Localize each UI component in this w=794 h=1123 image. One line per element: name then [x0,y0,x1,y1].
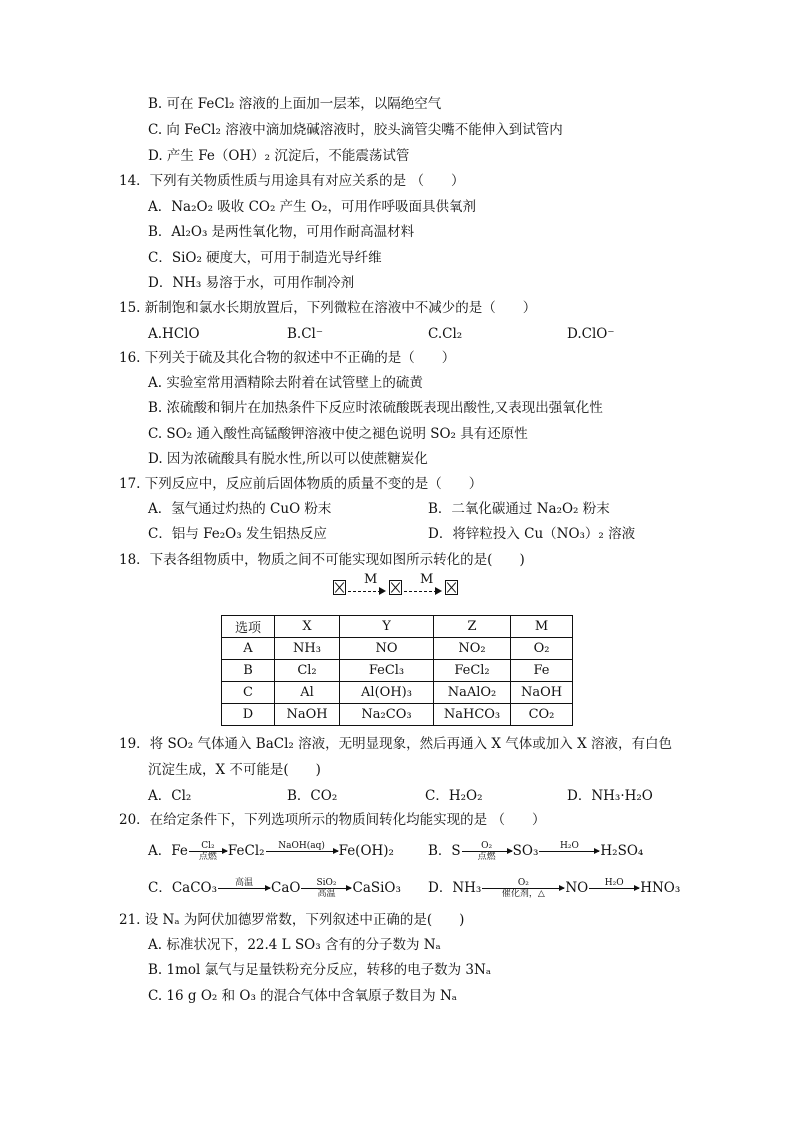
species: CaSiO₃ [352,880,401,896]
q20-option-a [148,836,394,866]
species: CaCO₃ [171,880,218,896]
x-box-icon [333,580,346,595]
species: HNO₃ [640,880,681,896]
table-cell: NO [340,638,434,660]
reaction-arrow [462,841,512,862]
reaction-arrow [301,878,351,899]
table-cell: CO₂ [511,704,573,726]
arrow-icon [435,587,442,595]
q21-stem: 21. 设 Nₐ 为阿伏加德罗常数，下列叙述中正确的是( ) [119,912,465,928]
arrow-icon [379,587,386,595]
arrow-top-label: 高温 [235,878,254,888]
q19-stem-cont: 沉淀生成，X 不可能是( ) [148,762,321,778]
arrow-top-label: O₂ [481,841,493,851]
q17-option-d: D．将锌粒投入 Cu（NO₃）₂ 溶液 [428,526,636,542]
q13-option-d: D. 产生 Fe（OH）₂ 沉淀后，不能震荡试管 [148,148,410,164]
q16-option-b: B. 浓硫酸和铜片在加热条件下反应时浓硫酸既表现出酸性,又表现出强氧化性 [148,400,603,416]
table-row [222,704,573,726]
q20-stem: 20．在给定条件下，下列选项所示的物质间转化均能实现的是 （ ） [119,812,546,828]
q15-stem: 15. 新制饱和氯水长期放置后，下列微粒在溶液中不减少的是（ ） [119,300,537,316]
q19-stem: 19．将 SO₂ 气体通入 BaCl₂ 溶液，无明显现象，然后再通入 X 气体或加入 X 溶液，有白色 [119,736,672,752]
q16-option-c: C. SO₂ 通入酸性高锰酸钾溶液中使之褪色说明 SO₂ 具有还原性 [148,426,528,442]
table-cell: FeCl₂ [434,660,511,682]
reaction-arrow [539,841,599,862]
table-cell: NaOH [511,682,573,704]
m-label: M [364,572,378,587]
m-label: M [420,572,434,587]
q14-option-c: C．SiO₂ 硬度大，可用于制造光导纤维 [148,250,382,266]
z-box-icon [445,580,458,595]
table-cell: FeCl₃ [340,660,434,682]
species: NH₃ [452,880,482,896]
q14-option-b: B．Al₂O₃ 是两性氧化物，可用作耐高温材料 [148,224,415,240]
table-header: Z [434,616,511,638]
q17-option-a: A．氢气通过灼热的 CuO 粉末 [148,501,332,517]
q21-option-a: A. 标准状况下，22.4 L SO₃ 含有的分子数为 Nₐ [148,937,441,953]
table-row [222,660,573,682]
q14-option-d: D．NH₃ 易溶于水，可用作制冷剂 [148,275,355,291]
q19-option-c: C．H₂O₂ [425,788,483,804]
table-cell: NH₃ [275,638,340,660]
q15-option-b: B.Cl⁻ [287,326,323,342]
q17-option-c: C．铝与 Fe₂O₃ 发生铝热反应 [148,526,327,542]
table-cell: Cl₂ [275,660,340,682]
table-row [222,638,573,660]
q19-option-a: A．Cl₂ [148,788,192,804]
species: Fe [171,843,188,859]
arrow-bottom-label: 高温 [317,889,336,899]
q16-option-d: D. 因为浓硫酸具有脱水性,所以可以使蔗糖炭化 [148,451,428,467]
arrow-bottom-label: 点燃 [477,852,496,862]
arrow-top-label: NaOH(aq) [278,841,325,851]
reaction-arrow [218,878,270,899]
q18-conversion-diagram [333,572,458,598]
reaction-arrow [266,841,338,862]
option-label: C． [148,880,172,896]
arrow-top-label: O₂ [517,878,529,888]
table-header: X [275,616,340,638]
arrow-bottom-label: 催化剂，△ [501,889,545,899]
q20-option-d [428,873,680,903]
reaction-arrow [589,878,639,899]
table-header: Y [340,616,434,638]
species: H₂SO₄ [600,843,644,859]
table-cell: Na₂CO₃ [340,704,434,726]
table-cell: NO₂ [434,638,511,660]
table-cell: NaAlO₂ [434,682,511,704]
q18-stem: 18．下表各组物质中，物质之间不可能实现如图所示转化的是( ) [119,552,525,568]
table-header: M [511,616,573,638]
option-label: A． [148,843,172,859]
species: S [451,843,461,859]
species: Fe(OH)₂ [338,843,394,859]
table-header: 选项 [222,616,275,638]
table-cell: A [222,638,275,660]
q13-option-b: B. 可在 FeCl₂ 溶液的上面加一层苯，以隔绝空气 [148,96,442,112]
table-row [222,682,573,704]
table-cell: D [222,704,275,726]
q15-option-c: C.Cl₂ [428,326,463,342]
species: CaO [271,880,301,896]
arrow-bottom-label: 点燃 [198,852,217,862]
q15-option-d: D.ClO⁻ [567,326,615,342]
q21-option-c: C. 16 g O₂ 和 O₃ 的混合气体中含氧原子数目为 Nₐ [148,988,457,1004]
q16-stem: 16. 下列关于硫及其化合物的叙述中不正确的是（ ） [119,350,456,366]
table-cell: B [222,660,275,682]
reaction-arrow [482,878,564,899]
option-label: D． [428,880,453,896]
arrow-top-label: H₂O [604,878,624,888]
species: FeCl₂ [227,843,265,859]
arrow-top-label: Cl₂ [201,841,215,851]
arrow-top-label: H₂O [559,841,579,851]
q20-option-c [148,873,401,903]
q17-stem: 17. 下列反应中，反应前后固体物质的质量不变的是（ ） [119,476,483,492]
table-cell: Fe [511,660,573,682]
table-cell: NaHCO₃ [434,704,511,726]
q14-stem: 14．下列有关物质性质与用途具有对应关系的是 （ ） [119,173,465,189]
table-cell: NaOH [275,704,340,726]
y-box-icon [389,580,402,595]
q18-table [221,615,573,726]
q14-option-a: A．Na₂O₂ 吸收 CO₂ 产生 O₂，可用作呼吸面具供氧剂 [148,199,476,215]
table-cell: Al [275,682,340,704]
option-label: B． [428,843,452,859]
species: NO [565,880,589,896]
q19-option-d: D．NH₃·H₂O [567,788,653,804]
table-cell: O₂ [511,638,573,660]
reaction-arrow [189,841,227,862]
arrow-top-label: SiO₂ [316,878,337,888]
table-cell: Al(OH)₃ [340,682,434,704]
table-header-row [222,616,573,638]
q21-option-b: B. 1mol 氯气与足量铁粉充分反应，转移的电子数为 3Nₐ [148,962,492,978]
q13-option-c: C. 向 FeCl₂ 溶液中滴加烧碱溶液时，胶头滴管尖嘴不能伸入到试管内 [148,122,563,138]
table-cell: C [222,682,275,704]
q19-option-b: B．CO₂ [287,788,338,804]
q20-option-b [428,836,643,866]
q16-option-a: A. 实验室常用酒精除去附着在试管壁上的硫黄 [148,375,423,391]
species: SO₃ [512,843,539,859]
q17-option-b: B．二氧化碳通过 Na₂O₂ 粉末 [428,501,610,517]
q15-option-a: A.HClO [148,326,200,342]
